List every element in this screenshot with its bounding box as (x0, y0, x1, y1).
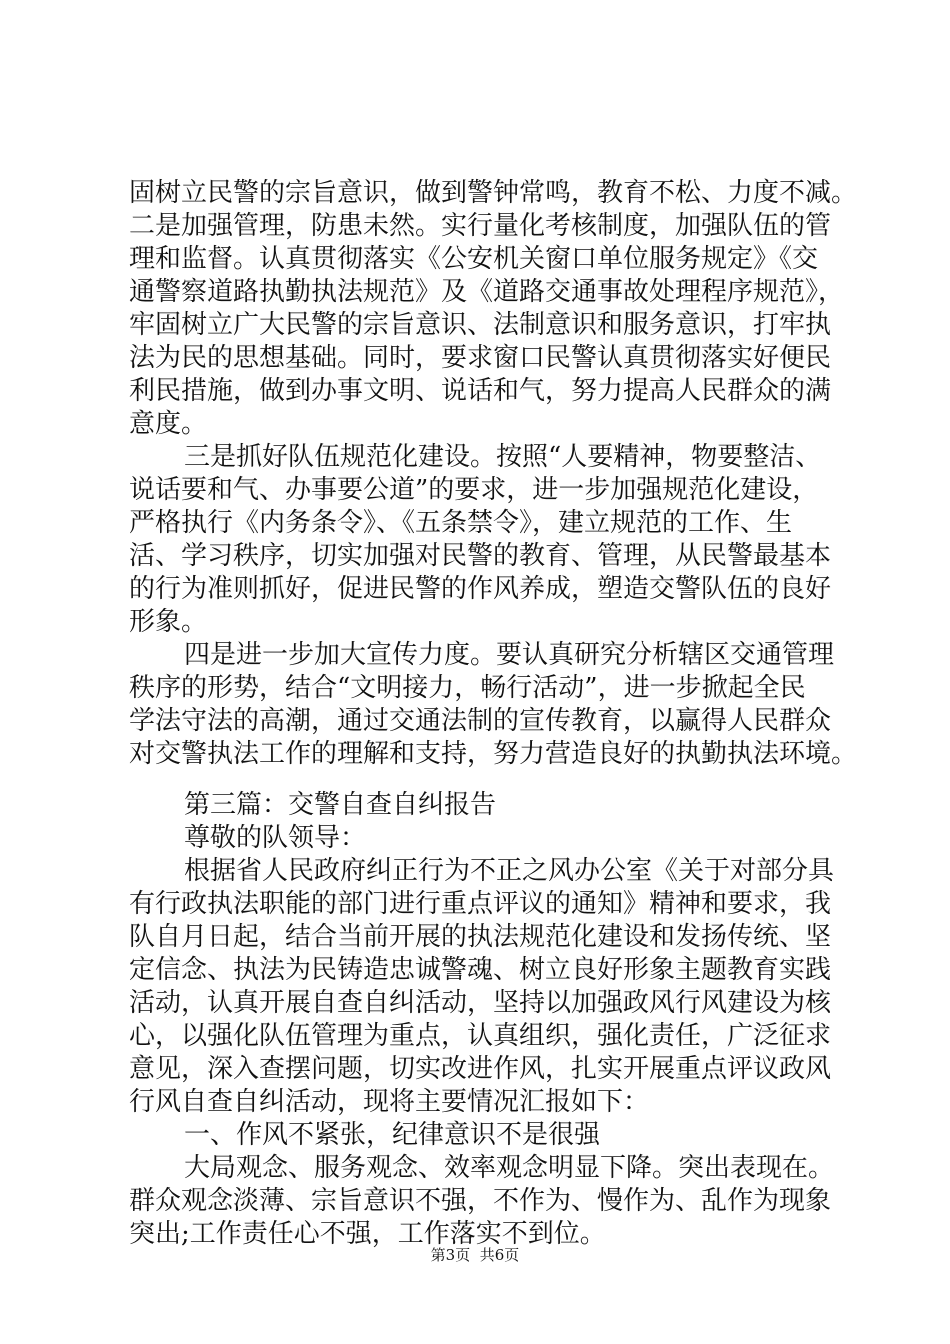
page-number: 第3页 (430, 1246, 471, 1264)
paragraph-start-line: 四是进一步加大宣传力度。要认真研究分析辖区交通管理 (184, 640, 835, 670)
body-line: 利民措施，做到办事文明、说话和气，努力提高人民群众的满 (129, 376, 832, 406)
paragraph-start-line: 大局观念、服务观念、效率观念明显下降。突出表现在。 (184, 1153, 835, 1183)
body-line: 对交警执法工作的理解和支持，努力营造良好的执勤执法环境。 (129, 739, 858, 769)
body-line: 严格执行《内务条令》、《五条禁令》，建立规范的工作、生 (129, 508, 793, 538)
body-line: 法为民的思想基础。同时，要求窗口民警认真贯彻落实好便民 (129, 343, 832, 373)
body-line: 二是加强管理，防患未然。实行量化考核制度，加强队伍的管 (129, 211, 832, 241)
footer-spacer (470, 1246, 480, 1264)
body-line: 理和监督。认真贯彻落实《公安机关窗口单位服务规定》《交 (129, 244, 819, 274)
body-line: 说话要和气、办事要公道”的要求，进一步加强规范化建设， (129, 475, 819, 505)
body-line: 突出;工作责任心不强，工作落实不到位。 (129, 1219, 606, 1249)
body-line: 有行政执法职能的部门进行重点评议的通知》精神和要求，我 (129, 889, 832, 919)
body-line: 意见，深入查摆问题，切实改进作风，扎实开展重点评议政风 (129, 1054, 832, 1084)
paragraph-start-line: 根据省人民政府纠正行为不正之风办公室《关于对部分具 (184, 856, 835, 886)
body-line: 的行为准则抓好，促进民警的作风养成，塑造交警队伍的良好 (129, 574, 832, 604)
body-line: 心，以强化队伍管理为重点，认真组织，强化责任，广泛征求 (129, 1021, 832, 1051)
body-line: 固树立民警的宗旨意识，做到警钟常鸣，教育不松、力度不减。 (129, 178, 858, 208)
body-line: 群众观念淡薄、宗旨意识不强，不作为、慢作为、乱作为现象 (129, 1186, 832, 1216)
body-line: 队自月日起，结合当前开展的执法规范化建设和发扬传统、坚 (129, 922, 832, 952)
body-line: 形象。 (129, 607, 208, 637)
body-line: 意度。 (129, 409, 208, 439)
salutation: 尊敬的队领导： (184, 823, 367, 853)
body-line: 秩序的形势，结合“文明接力，畅行活动”，进一步掀起全民 (129, 673, 806, 703)
body-line: 通警察道路执勤执法规范》及《道路交通事故处理程序规范》， (129, 277, 845, 307)
body-line: 学法守法的高潮，通过交通法制的宣传教育，以赢得人民群众 (129, 706, 832, 736)
body-line: 定信念、执法为民铸造忠诚警魂、树立良好形象主题教育实践 (129, 955, 832, 985)
paragraph-start-line: 三是抓好队伍规范化建设。按照“人要精神，物要整洁、 (184, 442, 822, 472)
subheading: 一、作风不紧张，纪律意识不是很强 (184, 1120, 601, 1150)
page-footer (0, 1248, 950, 1263)
body-line: 活、学习秩序，切实加强对民警的教育、管理，从民警最基本 (129, 541, 832, 571)
section-heading: 第三篇：交警自查自纠报告 (184, 790, 497, 820)
body-line: 活动，认真开展自查自纠活动，坚持以加强政风行风建设为核 (129, 988, 832, 1018)
body-line: 行风自查自纠活动，现将主要情况汇报如下： (129, 1087, 650, 1117)
page-total: 共6页 (479, 1246, 520, 1264)
body-line: 牢固树立广大民警的宗旨意识、法制意识和服务意识，打牢执 (129, 310, 832, 340)
